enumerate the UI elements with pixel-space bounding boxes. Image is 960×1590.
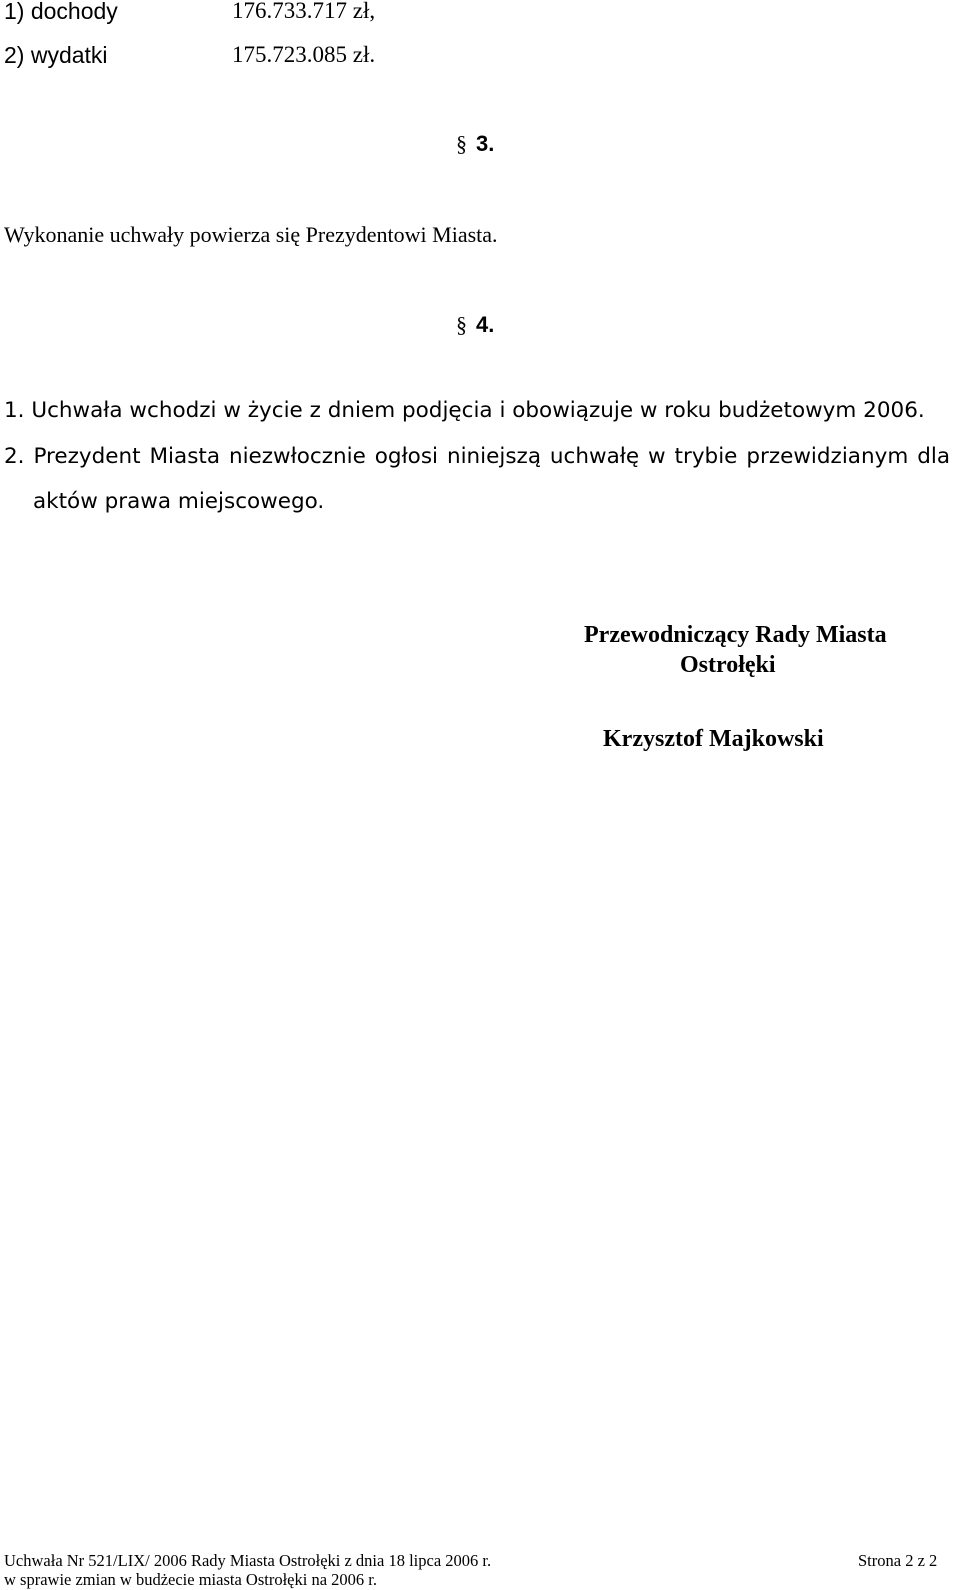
signature-title-line-1: Przewodniczący Rady Miasta: [584, 622, 887, 648]
section-4-number: 4.: [476, 312, 495, 337]
section-sign: §: [456, 131, 467, 156]
footer-subject-line: w sprawie zmian w budżecie miasta Ostrołęki na 2006 r.: [4, 1570, 377, 1589]
expenses-label: 2) wydatki: [4, 42, 108, 68]
signatory-name: Krzysztof Majkowski: [603, 726, 824, 752]
income-value: 176.733.717 zł,: [232, 0, 376, 23]
footer-page-number: Strona 2 z 2: [858, 1551, 938, 1570]
section-4-point-2-line-1: 2. Prezydent Miasta niezwłocznie ogłosi niniejszą uchwałę w trybie przewidzianym dla: [4, 444, 950, 469]
section-3-number: 3.: [476, 131, 495, 156]
section-4-point-2-line-2: aktów prawa miejscowego.: [33, 489, 325, 514]
section-sign: §: [456, 312, 467, 337]
expenses-value: 175.723.085 zł.: [232, 42, 376, 67]
section-4-heading: [456, 312, 494, 338]
footer-resolution-line: Uchwała Nr 521/LIX/ 2006 Rady Miasta Ostrołęki z dnia 18 lipca 2006 r.: [4, 1551, 492, 1570]
section-3-heading: [456, 131, 494, 157]
section-3-text: Wykonanie uchwały powierza się Prezydentowi Miasta.: [4, 222, 498, 247]
signature-title-line-2: Ostrołęki: [680, 652, 776, 678]
income-label: 1) dochody: [4, 0, 118, 24]
section-4-point-1: 1. Uchwała wchodzi w życie z dniem podjęcia i obowiązuje w roku budżetowym 2006.: [4, 398, 925, 423]
